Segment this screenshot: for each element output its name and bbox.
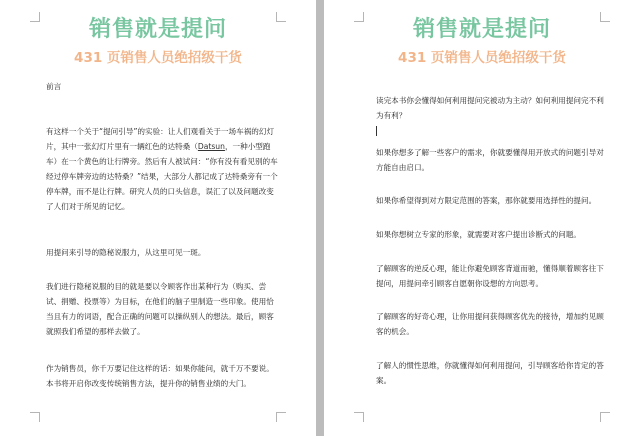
crop-mark — [30, 412, 40, 422]
paragraph-text: 了解人的惯性思维，你就懂得如何利用提问，引导顾客给你肯定的答案。 — [376, 361, 604, 385]
paragraph — [376, 261, 610, 291]
paragraph — [46, 124, 280, 214]
paragraph-text: 用提问来引导的隐秘说服力，从这里可见一斑。 — [46, 248, 206, 257]
document-subtitle: 431 页销售人员绝招级干货 — [398, 50, 566, 66]
crop-mark — [354, 412, 364, 422]
document-subtitle: 431 页销售人员绝招级干货 — [74, 50, 242, 66]
page-left — [0, 0, 316, 436]
text-cursor[interactable] — [376, 126, 610, 138]
paragraph — [376, 358, 610, 388]
page-right — [324, 0, 640, 436]
preface-heading — [46, 79, 280, 94]
document-title: 销售就是提问 — [88, 17, 227, 42]
underlined-word: Datsun — [197, 142, 225, 151]
paragraph — [376, 145, 610, 175]
paragraph-text: 了解顾客的逆反心理，能让你避免顾客背道而驰，懂得顺着顾客往下提问，用提问牵引顾客自愿朝你设想的方向思考。 — [376, 264, 604, 288]
crop-mark — [276, 412, 286, 422]
crop-mark — [600, 412, 610, 422]
paragraph-text: 如果你想多了解一些客户的需求，你就要懂得用开放式的问题引导对方能自由启口。 — [376, 148, 604, 172]
paragraph-text: 作为销售员，你千万要记住这样的话：如果你能问，就千万不要说。本书将开启你改变传统销售方法，提升你的销售业绩的大门。 — [46, 364, 274, 388]
preface-heading-text: 前言 — [46, 82, 62, 91]
paragraph-text: 读完本书你会懂得如何利用提问完被动为主动？如何利用提问完不利为有利？ — [376, 96, 604, 120]
paragraph — [376, 227, 610, 242]
paragraph-text: 我们进行隐秘说服的目的就是要以令顾客作出某种行为（购买、尝试、捐赠、投票等）为目标，在他们的脑子里制造一些印象。使用恰当且有力的词语，配合正确的问题可以操纵别人的想法。最后，顾客就照我们希望的那样去做了。 — [46, 282, 274, 336]
paragraph-text: 如果你希望得到对方限定范围的答案，那你就要用选择性的提问。 — [376, 196, 597, 205]
paragraph — [46, 361, 280, 391]
paragraph-text: 了解顾客的好奇心理，让你用提问获得顾客优先的接待，增加约见顾客的机会。 — [376, 312, 604, 336]
text-cursor-caret — [376, 126, 377, 136]
paragraph — [376, 93, 610, 123]
page-gutter — [316, 0, 324, 436]
paragraph-text: 有这样一个关于“提问引导”的实验：让人们观看关于一场车祸的幻灯片，其中一张幻灯片里有一辆红色的达特桑（Datsun，一种小型跑车）在一个黄色的让行牌旁。然后有人被试问：“你有没有看见别的车经过停车牌旁边的达特桑？”结果，大部分人都记成了达特桑旁有一个停车牌，而不是让行牌。研究人员的口头信息，误汇了以及问题改变了人们对于所见的记忆。 — [46, 127, 278, 211]
paragraph — [376, 309, 610, 339]
paragraph — [46, 245, 280, 260]
paragraph — [46, 279, 280, 339]
document-title: 销售就是提问 — [412, 17, 551, 42]
paragraph — [376, 193, 610, 208]
paragraph-text: 如果你想树立专家的形象，就需要对客户提出诊断式的问题。 — [376, 230, 582, 239]
